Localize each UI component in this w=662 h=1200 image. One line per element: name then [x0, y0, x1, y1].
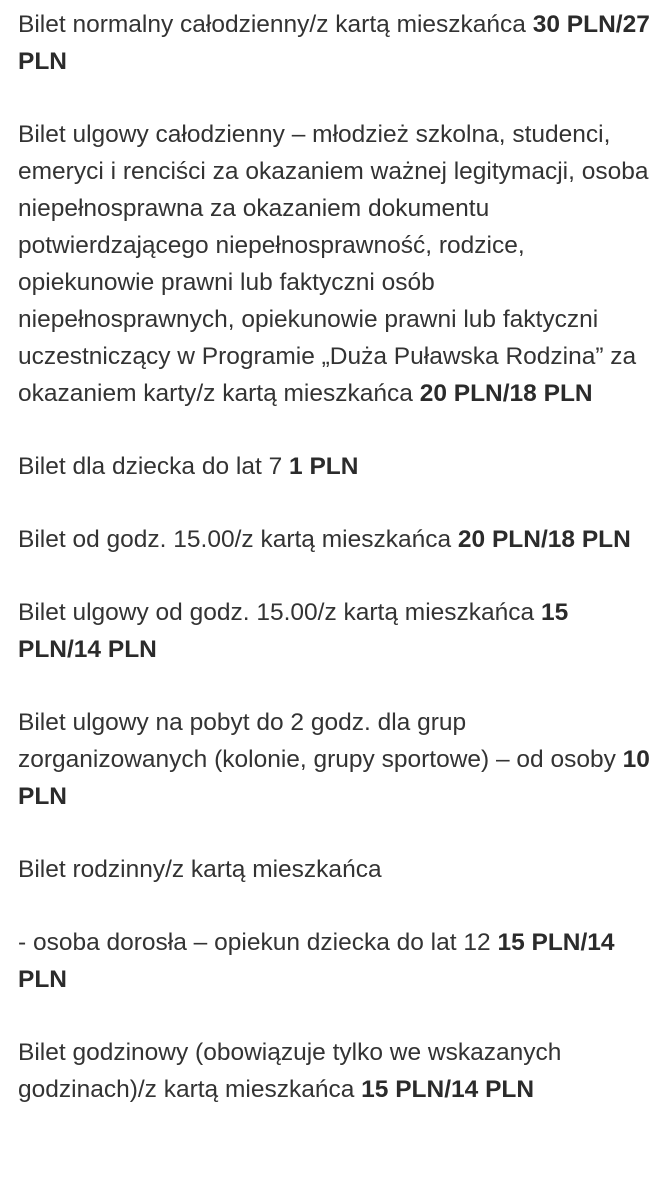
ticket-reduced-full-day: [18, 116, 650, 412]
ticket-price: 30 PLN/27 PLN: [18, 11, 650, 75]
ticket-price: 20 PLN/18 PLN: [457, 526, 631, 553]
ticket-price: 15 PLN/14 PLN: [18, 599, 569, 663]
ticket-price: 20 PLN/18 PLN: [419, 380, 593, 407]
ticket-description: Bilet ulgowy od godz. 15.00/z kartą mieszkańca: [18, 599, 541, 626]
ticket-description: Bilet godzinowy (obowiązuje tylko we wskazanych godzinach)/z kartą mieszkańca: [18, 1039, 562, 1103]
ticket-description: Bilet rodzinny/z kartą mieszkańca: [18, 856, 382, 883]
ticket-child-under-7: [18, 448, 650, 485]
ticket-price: 1 PLN: [289, 453, 359, 480]
ticket-from-15: [18, 521, 650, 558]
ticket-family-adult: [18, 924, 650, 998]
ticket-description: Bilet dla dziecka do lat 7: [18, 453, 290, 480]
ticket-description: Bilet ulgowy na pobyt do 2 godz. dla grup zorganizowanych (kolonie, grupy sportowe) – od osoby: [18, 709, 623, 773]
ticket-family-heading: [18, 851, 650, 888]
ticket-hourly: [18, 1034, 650, 1108]
ticket-description: Bilet normalny całodzienny/z kartą mieszkańca: [18, 11, 533, 38]
ticket-description: Bilet od godz. 15.00/z kartą mieszkańca: [18, 526, 458, 553]
ticket-price: 10 PLN: [18, 746, 650, 810]
ticket-price: 15 PLN/14 PLN: [18, 929, 615, 993]
ticket-description: - osoba dorosła – opiekun dziecka do lat 12: [18, 929, 498, 956]
ticket-description: Bilet ulgowy całodzienny – młodzież szkolna, studenci, emeryci i renciści za okazaniem ważnej legitymacji, osoba niepełnosprawna za okazaniem dokumentu potwierdzającego niepełnosprawność, rodzice, opiekunowie prawni lub faktyczni osób niepełnosprawnych, opiekunowie prawni lub faktyczni uczestniczący w Programie „Duża Puławska Rodzina” za okazaniem karty/z kartą mieszkańca: [18, 121, 649, 407]
ticket-normal-full-day: [18, 6, 650, 80]
ticket-reduced-from-15: [18, 594, 650, 668]
ticket-group-2h: [18, 704, 650, 815]
ticket-price: 15 PLN/14 PLN: [361, 1076, 535, 1103]
